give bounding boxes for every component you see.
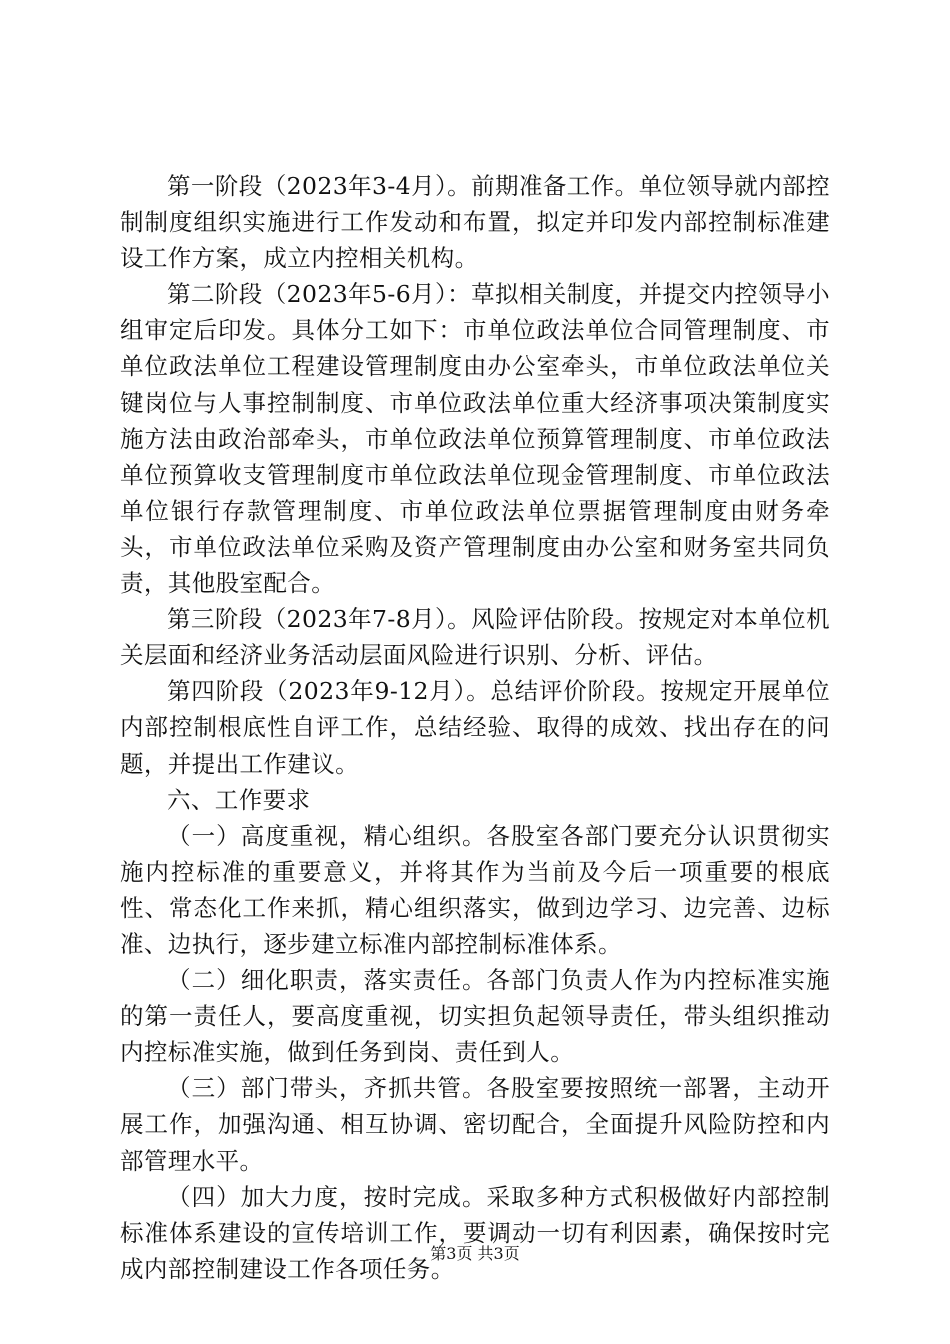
paragraph-phase-1: 第一阶段（2023年3-4月）。前期准备工作。单位领导就内部控制制度组织实施进行工作发动和布置，拟定并印发内部控制标准建设工作方案，成立内控相关机构。 [120, 172, 830, 273]
document-body [120, 168, 830, 1287]
paragraph-requirement-4: （四）加大力度，按时完成。采取多种方式积极做好内部控制标准体系建设的宣传培训工作，要调动一切有利因素，确保按时完成内部控制建设工作各项任务。 [120, 1182, 830, 1283]
paragraph-phase-2: 第二阶段（2023年5-6月）：草拟相关制度，并提交内控领导小组审定后印发。具体分工如下：市单位政法单位合同管理制度、市单位政法单位工程建设管理制度由办公室牵头，市单位政法单位关键岗位与人事控制制度、市单位政法单位重大经济事项决策制度实施方法由政治部牵头，市单位政法单位预算管理制度、市单位政法单位预算收支管理制度市单位政法单位现金管理制度、市单位政法单位银行存款管理制度、市单位政法单位票据管理制度由财务牵头，市单位政法单位采购及资产管理制度由办公室和财务室共同负责，其他股室配合。 [120, 280, 830, 598]
paragraph-phase-3: 第三阶段（2023年7-8月）。风险评估阶段。按规定对本单位机关层面和经济业务活动层面风险进行识别、分析、评估。 [120, 605, 830, 670]
paragraph-phase-4: 第四阶段（2023年9-12月）。总结评价阶段。按规定开展单位内部控制根底性自评工作，总结经验、取得的成效、找出存在的问题，并提出工作建议。 [120, 677, 830, 778]
section-heading-work-requirements: 六、工作要求 [167, 785, 311, 814]
paragraph-requirement-3: （三）部门带头，齐抓共管。各股室要按照统一部署，主动开展工作，加强沟通、相互协调、密切配合，全面提升风险防控和内部管理水平。 [120, 1074, 830, 1175]
paragraph-requirement-2: （二）细化职责，落实责任。各部门负责人作为内控标准实施的第一责任人，要高度重视，切实担负起领导责任，带头组织推动内控标准实施，做到任务到岗、责任到人。 [120, 966, 830, 1067]
paragraph-requirement-1: （一）高度重视，精心组织。各股室各部门要充分认识贯彻实施内控标准的重要意义，并将其作为当前及今后一项重要的根底性、常态化工作来抓，精心组织落实，做到边学习、边完善、边标准、边执行，逐步建立标准内部控制标准体系。 [120, 821, 830, 958]
page-footer: 第3页 共3页 [430, 1244, 520, 1263]
